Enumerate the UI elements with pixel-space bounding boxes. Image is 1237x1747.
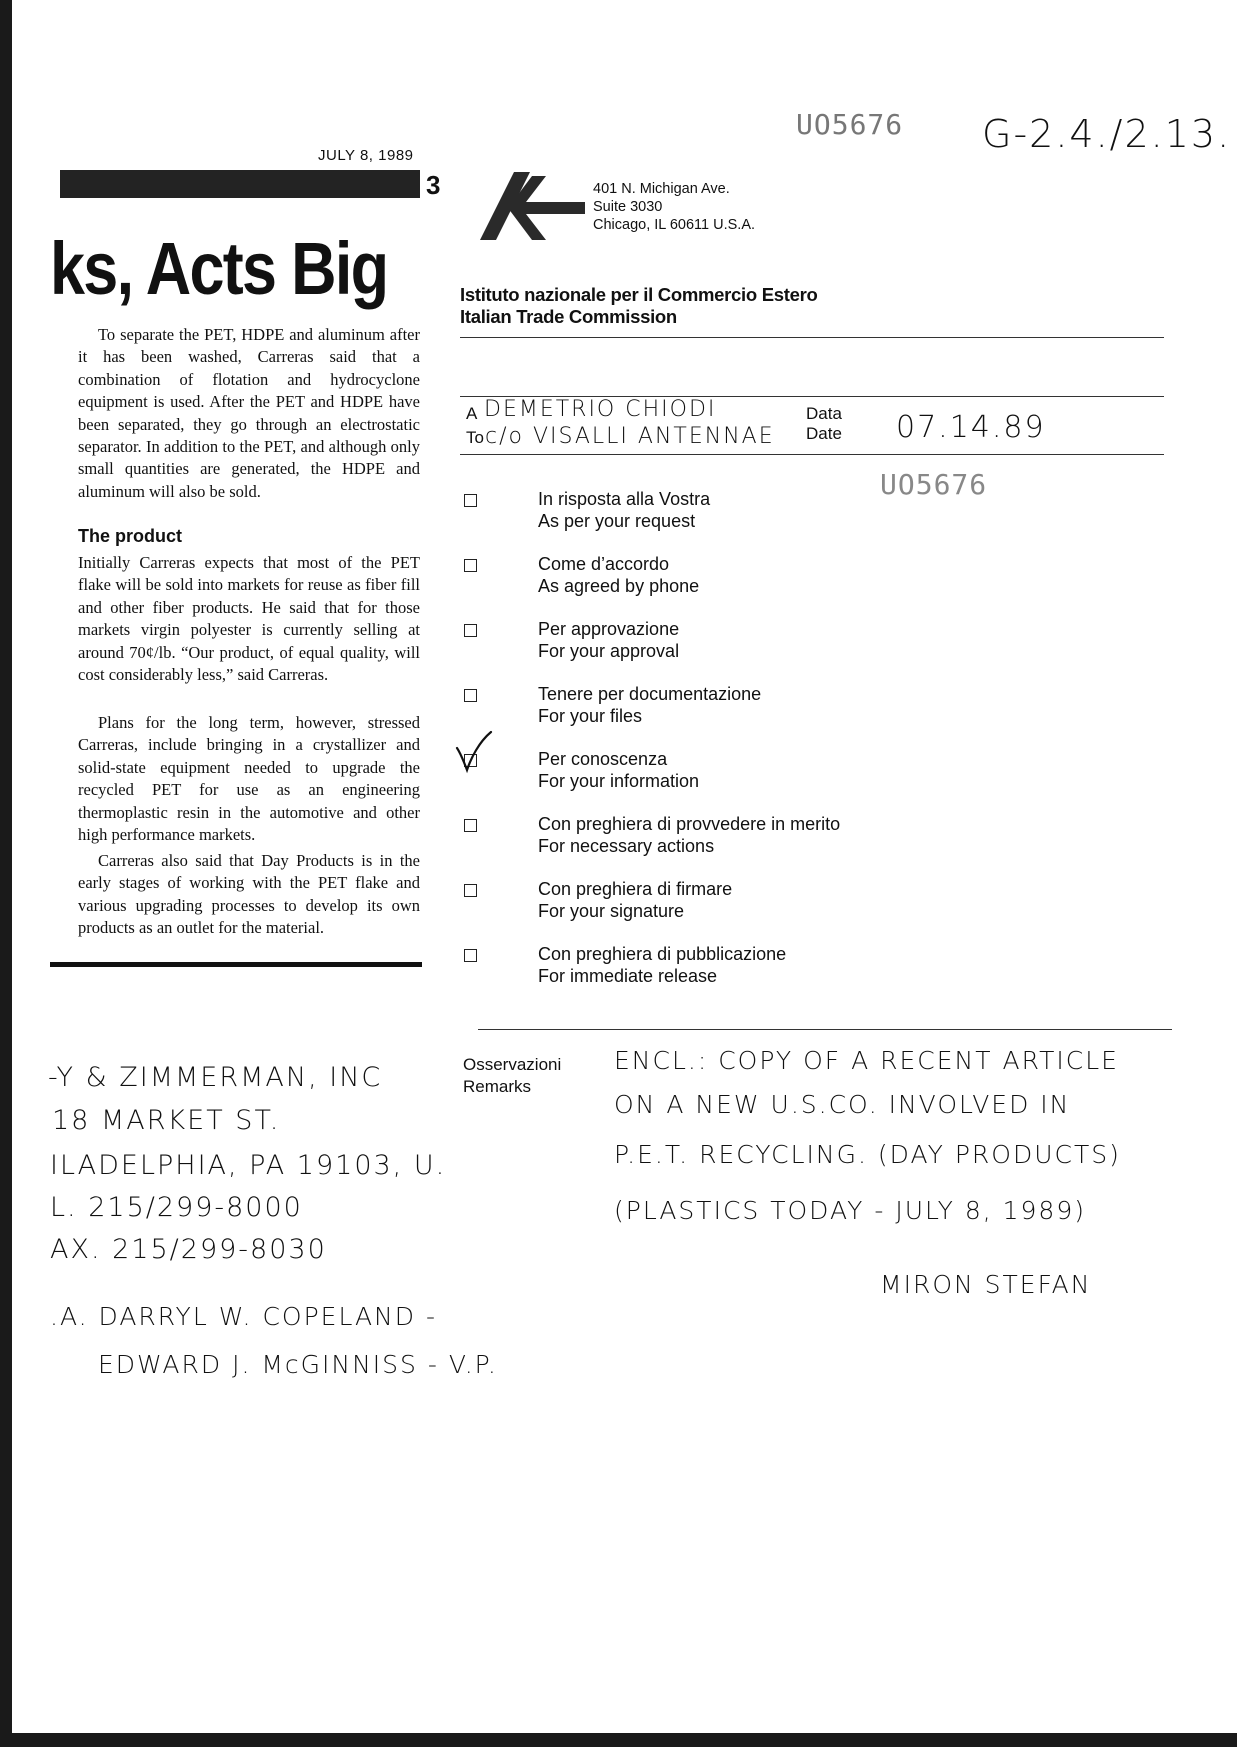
- option-release: Con preghiera di pubblicazione For immediate release: [538, 944, 787, 986]
- ice-logo-icon: [480, 170, 585, 242]
- address-line: ILADELPHIA, PA 19103, U.: [50, 1150, 447, 1181]
- address-line: Suite 3030: [593, 199, 663, 215]
- checkbox-signature[interactable]: [464, 884, 477, 897]
- form-rule: [460, 337, 1164, 338]
- address-line: AX. 215/299-8030: [50, 1234, 327, 1265]
- checkbox-agreed[interactable]: [464, 559, 477, 572]
- recipient-name: DEMETRIO CHIODI: [484, 397, 717, 422]
- clipping-paragraph-1: To separate the PET, HDPE and aluminum after it has been washed, Carreras said that a combination of flotation and hydrocyclone equipment is used. After the PET and HDPE have been separated, they go through an electrostatic separator. In addition to the PET, and although only small quantities are generated, the HDPE and aluminum will also be sold.: [78, 325, 420, 501]
- option-actions: Con preghiera di provvedere in merito For necessary actions: [538, 814, 841, 856]
- checkmark-icon: [455, 730, 495, 774]
- address-line: L. 215/299-8000: [50, 1192, 303, 1223]
- checkbox-approval[interactable]: [464, 624, 477, 637]
- to-label-english: To: [466, 428, 484, 447]
- organization-name-english: Italian Trade Commission: [460, 306, 677, 327]
- clipping-headline: ks, Acts Big: [50, 227, 388, 310]
- checkbox-actions[interactable]: [464, 819, 477, 832]
- clipping-subhead: The product: [78, 526, 182, 546]
- clipping-paragraph-3: Plans for the long term, however, stressed Carreras, include bringing in a crystallizer and solid-state equipment needed to upgrade the recycled PET for use as an engineering thermoplastic resin in the automotive and other high performance markets.: [78, 713, 420, 845]
- scan-edge-bottom: [0, 1733, 1237, 1747]
- address-line: 18 MARKET ST.: [52, 1105, 281, 1136]
- clipping-paragraph-4: Carreras also said that Day Products is in the early stages of working with the PET flake and various upgrading processes to develop its own products as an outlet for the material.: [78, 851, 420, 938]
- date-label-italian: Data: [806, 404, 842, 423]
- form-rule: [478, 1029, 1172, 1030]
- address-line: EDWARD J. McGINNISS - V.P.: [98, 1350, 498, 1379]
- address-line: -Y & ZIMMERMAN, INC: [48, 1062, 383, 1093]
- document-number-stamp: UO5676: [796, 108, 904, 141]
- address-line: .A. DARRYL W. COPELAND -: [50, 1302, 437, 1331]
- remarks-label: Osservazioni Remarks: [463, 1055, 562, 1096]
- option-signature: Con preghiera di firmare For your signature: [538, 879, 733, 921]
- option-agreed: Come d’accordo As agreed by phone: [538, 554, 700, 596]
- remark-line: ENCL.: COPY OF A RECENT ARTICLE: [614, 1046, 1119, 1075]
- remark-line: ON A NEW U.S.CO. INVOLVED IN: [614, 1090, 1071, 1119]
- clipping-date: JULY 8, 1989: [318, 147, 414, 164]
- date-label-english: Date: [806, 424, 842, 443]
- address-line: Chicago, IL 60611 U.S.A.: [593, 217, 756, 233]
- option-information: Per conoscenza For your information: [538, 749, 700, 791]
- organization-name-italian: Istituto nazionale per il Commercio Estero: [460, 284, 818, 305]
- file-reference: G-2.4./2.13.: [982, 112, 1232, 156]
- checkbox-request[interactable]: [464, 494, 477, 507]
- remark-line: P.E.T. RECYCLING. (DAY PRODUCTS): [614, 1140, 1121, 1169]
- option-approval: Per approvazione For your approval: [538, 619, 680, 661]
- option-files: Tenere per documentazione For your files: [538, 684, 762, 726]
- clipping-page-number: 3: [426, 170, 441, 200]
- clipping-paragraph-2: Initially Carreras expects that most of the PET flake will be sold into markets for reuse as fiber fill and other fiber products. He said that for those markets virgin polyester is currently selling at around 70¢/lb. “Our product, of equal quality, will cost considerably less,” said Carreras.: [78, 553, 420, 685]
- remark-line: (PLASTICS TODAY - JULY 8, 1989): [614, 1196, 1086, 1225]
- recipient-company: c/o VISALLI ANTENNAE: [485, 424, 775, 449]
- form-rule: [460, 454, 1164, 455]
- checkbox-files[interactable]: [464, 689, 477, 702]
- scan-edge-left: [0, 0, 12, 1747]
- clipping-header-bar: [60, 170, 420, 198]
- checkbox-release[interactable]: [464, 949, 477, 962]
- option-request: In risposta alla Vostra As per your request: [538, 489, 711, 531]
- address-line: 401 N. Michigan Ave.: [593, 181, 730, 197]
- office-address: [593, 180, 755, 234]
- document-number-stamp-2: UO5676: [880, 468, 988, 501]
- to-label-italian: A: [466, 404, 478, 423]
- clipping-bottom-rule: [50, 962, 422, 967]
- signature: MIRON STEFAN: [880, 1270, 1092, 1299]
- date-value: 07.14.89: [896, 410, 1046, 445]
